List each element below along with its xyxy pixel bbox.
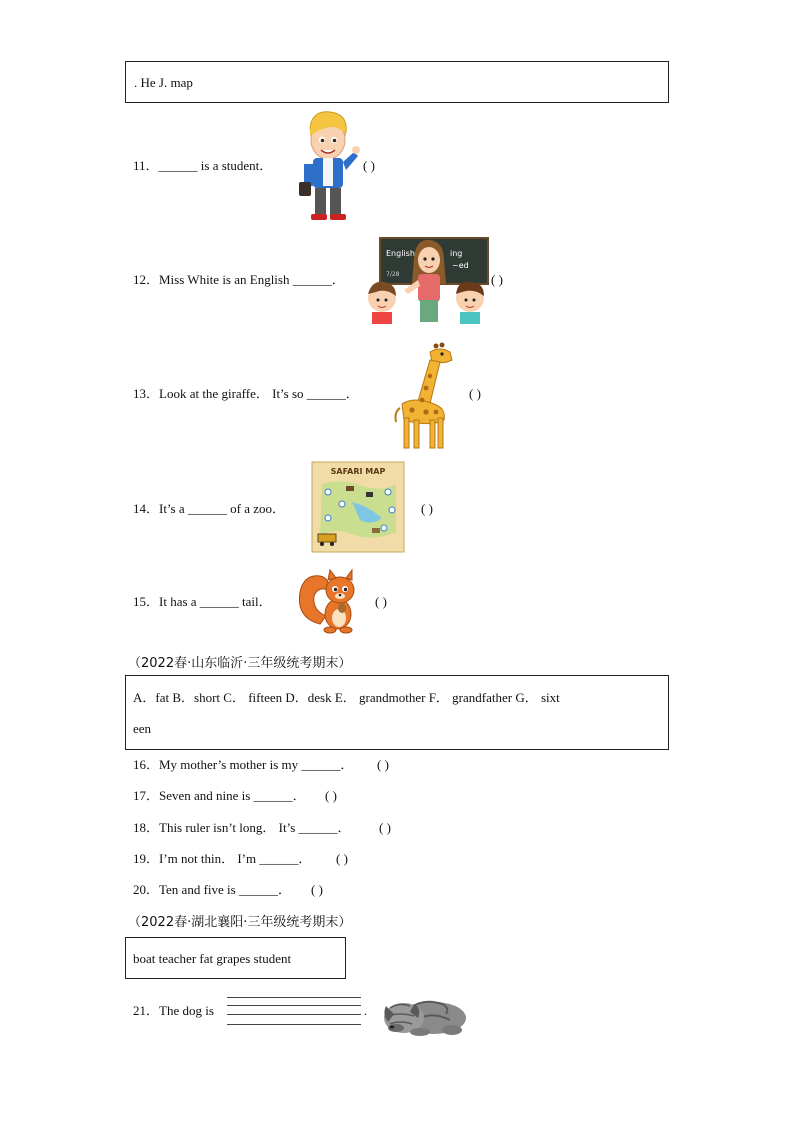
board-text-ed: ~ed — [452, 261, 469, 270]
options-line-1: A．fat B．short C． fifteen D．desk E． grandmother F． grandfather G． sixt — [133, 690, 560, 705]
question-17-text: 17．Seven and nine is ______． — [133, 788, 306, 803]
dog-illustration — [380, 984, 468, 1038]
question-14-text: 14．It’s a ______ of a zoo． — [133, 501, 286, 516]
section-2-source: （2022春·山东临沂·三年级统考期末） — [128, 656, 352, 671]
map-title: SAFARI MAP — [330, 467, 386, 476]
question-15-text: 15．It has a ______ tail． — [133, 594, 272, 609]
word-bank-section-3 — [125, 937, 346, 979]
section-3-source: （2022春·湖北襄阳·三年级统考期末） — [128, 915, 352, 930]
answer-paren-15[interactable]: ( ) — [375, 594, 387, 609]
answer-paren-11[interactable]: ( ) — [363, 158, 375, 173]
board-text-date: 7/28 — [386, 271, 400, 278]
word-box-top-text: . He J. map — [134, 75, 193, 90]
board-text-english: English — [386, 249, 415, 258]
teacher-illustration — [366, 236, 490, 324]
writing-line-4[interactable] — [227, 1024, 361, 1025]
writing-line-1[interactable] — [227, 997, 361, 998]
question-11 — [133, 158, 272, 174]
boy-illustration — [296, 108, 360, 224]
options-line-2: een — [133, 721, 152, 736]
question-20-text: 20．Ten and five is ______． — [133, 882, 291, 897]
answer-paren-18[interactable]: ( ) — [379, 820, 391, 835]
safari-map-illustration — [312, 462, 404, 552]
answer-paren-20[interactable]: ( ) — [311, 882, 323, 897]
writing-line-3[interactable] — [227, 1014, 361, 1015]
answer-paren-19[interactable]: ( ) — [336, 851, 348, 866]
answer-paren-12[interactable]: ( ) — [491, 272, 503, 287]
answer-paren-14[interactable]: ( ) — [421, 501, 433, 516]
squirrel-illustration — [296, 568, 362, 634]
question-11-text: 11．______ is a student． — [133, 158, 273, 173]
word-bank-text: boat teacher fat grapes student — [133, 951, 292, 966]
question-21-end: . — [364, 1003, 368, 1018]
board-text-ing: ing — [450, 249, 463, 258]
question-13-text: 13．Look at the giraffe． It’s so ______． — [133, 386, 359, 401]
question-18-text: 18．This ruler isn’t long． It’s ______． — [133, 820, 351, 835]
writing-line-2[interactable] — [227, 1005, 361, 1006]
question-16-text: 16．My mother’s mother is my ______． — [133, 757, 354, 772]
options-box-section-2 — [125, 675, 669, 750]
question-19-text: 19．I’m not thin． I’m ______． — [133, 851, 312, 866]
word-box-top — [125, 61, 669, 103]
question-12-text: 12．Miss White is an English ______． — [133, 272, 345, 287]
question-21-text: 21．The dog is — [133, 1003, 214, 1018]
giraffe-illustration — [394, 342, 460, 452]
answer-paren-13[interactable]: ( ) — [469, 386, 481, 401]
answer-paren-16[interactable]: ( ) — [377, 757, 389, 772]
answer-paren-17[interactable]: ( ) — [325, 788, 337, 803]
